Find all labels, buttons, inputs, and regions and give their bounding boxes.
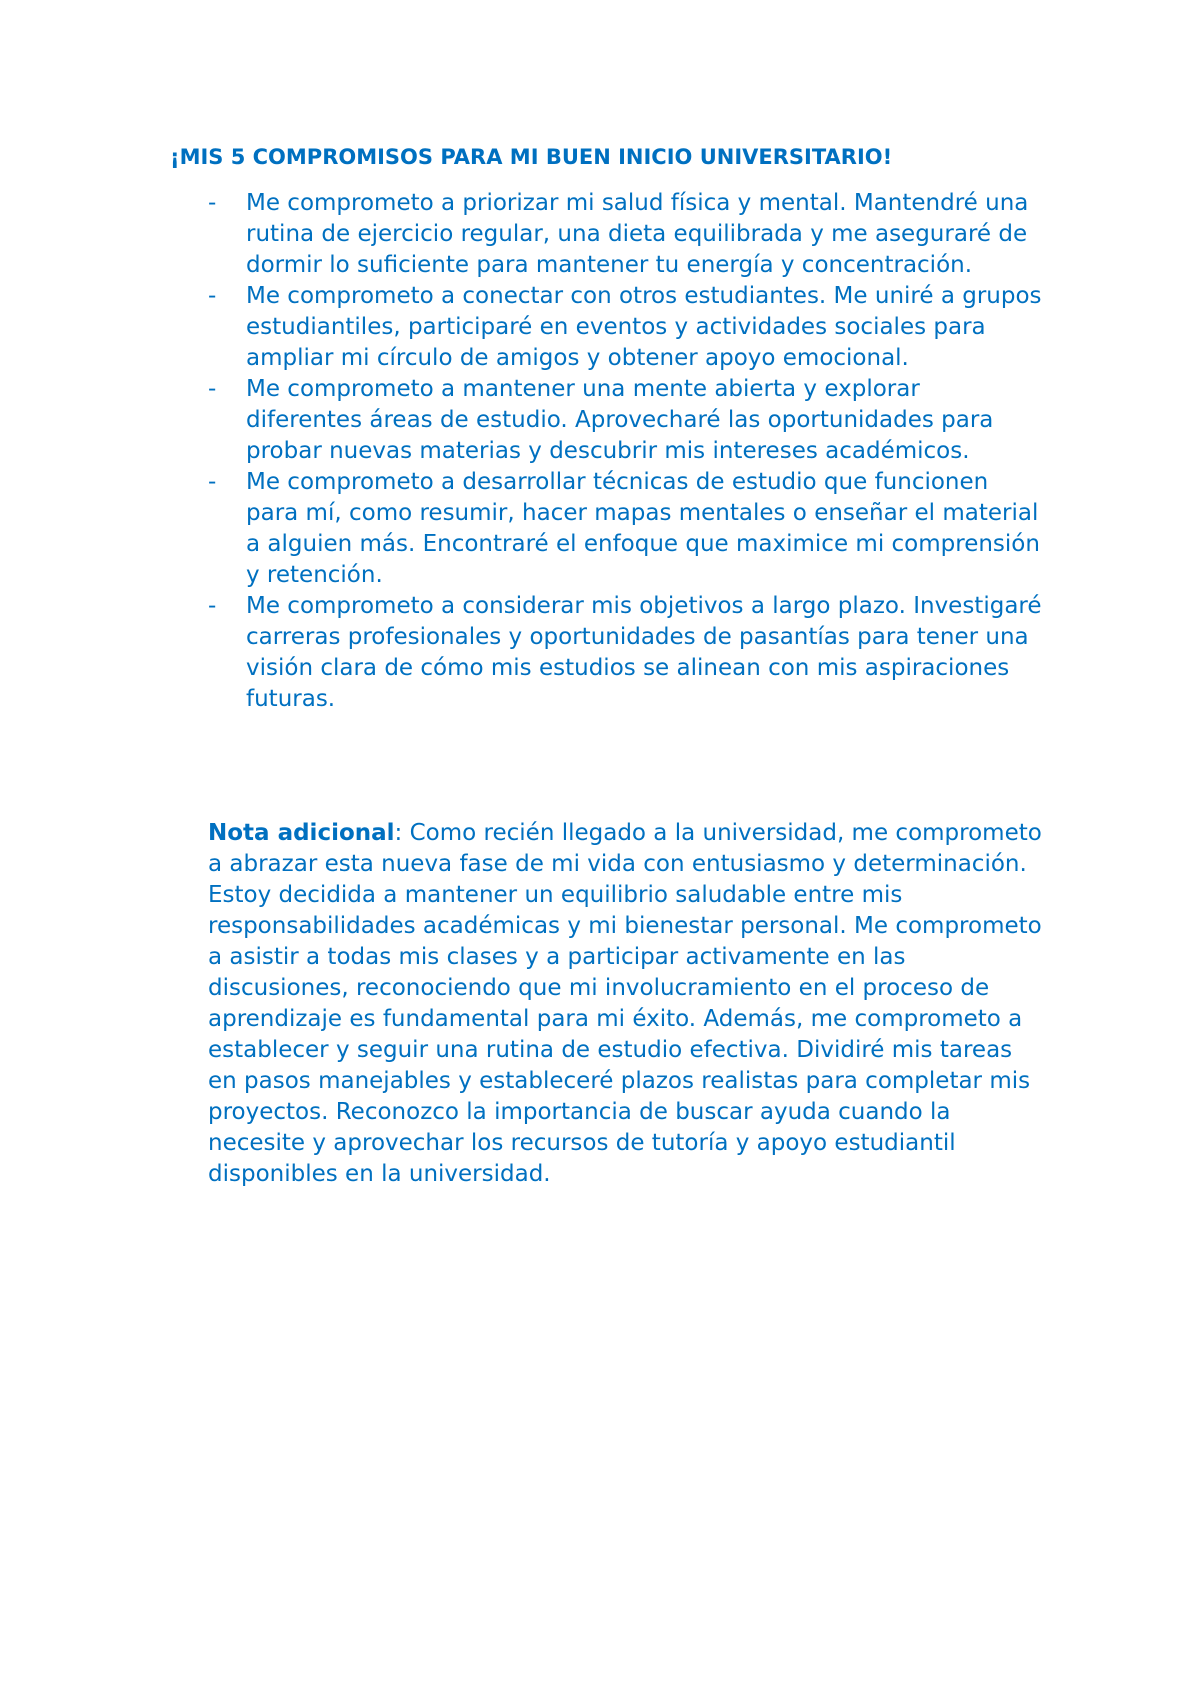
- commitment-item-3: [208, 374, 1043, 467]
- document-title: ¡MIS 5 COMPROMISOS PARA MI BUEN INICIO UNIVERSITARIO!: [170, 145, 893, 169]
- commitment-item-1: [208, 188, 1043, 281]
- commitment-item-4: [208, 467, 1043, 591]
- commitment-text: Me comprometo a desarrollar técnicas de estudio que funcionen para mí, como resumir, hacer mapas mentales o enseñar el material a alguien más. Encontraré el enfoque que maximice mi comprensión y retención.: [246, 469, 1040, 588]
- commitment-text: Me comprometo a considerar mis objetivos a largo plazo. Investigaré carreras profesionales y oportunidades de pasantías para tener una visión clara de cómo mis estudios se alinean con mis aspiraciones futuras.: [246, 593, 1042, 712]
- commitment-text: Me comprometo a mantener una mente abierta y explorar diferentes áreas de estudio. Aprovecharé las oportunidades para probar nuevas materias y descubrir mis intereses académicos.: [246, 376, 994, 464]
- note-label: Nota adicional: [208, 820, 395, 846]
- bullet-dash: -: [208, 283, 217, 309]
- bullet-dash: -: [208, 376, 217, 402]
- commitment-list: [208, 188, 1043, 715]
- bullet-dash: -: [208, 469, 217, 495]
- note-text: Como recién llegado a la universidad, me comprometo a abrazar esta nueva fase de mi vida con entusiasmo y determinación. Estoy decidida a mantener un equilibrio saludable entre mis responsabilidades académicas y mi bienestar personal. Me comprometo a asistir a todas mis clases y a participar activamente en las discusiones, reconociendo que mi involucramiento en el proceso de aprendizaje es fundamental para mi éxito. Además, me comprometo a establecer y seguir una rutina de estudio efectiva. Dividiré mis tareas en pasos manejables y estableceré plazos realistas para completar mis proyectos. Reconozco la importancia de buscar ayuda cuando la necesite y aprovechar los recursos de tutoría y apoyo estudiantil disponibles en la universidad.: [208, 820, 1042, 1187]
- commitment-item-2: [208, 281, 1043, 374]
- commitment-text: Me comprometo a conectar con otros estudiantes. Me uniré a grupos estudiantiles, participaré en eventos y actividades sociales para ampliar mi círculo de amigos y obtener apoyo emocional.: [246, 283, 1042, 371]
- additional-note: [208, 818, 1043, 1190]
- bullet-dash: -: [208, 190, 217, 216]
- note-separator: :: [394, 820, 403, 846]
- commitment-item-5: [208, 591, 1043, 715]
- bullet-dash: -: [208, 593, 217, 619]
- commitment-text: Me comprometo a priorizar mi salud física y mental. Mantendré una rutina de ejercicio regular, una dieta equilibrada y me aseguraré de dormir lo suficiente para mantener tu energía y concentración.: [246, 190, 1029, 278]
